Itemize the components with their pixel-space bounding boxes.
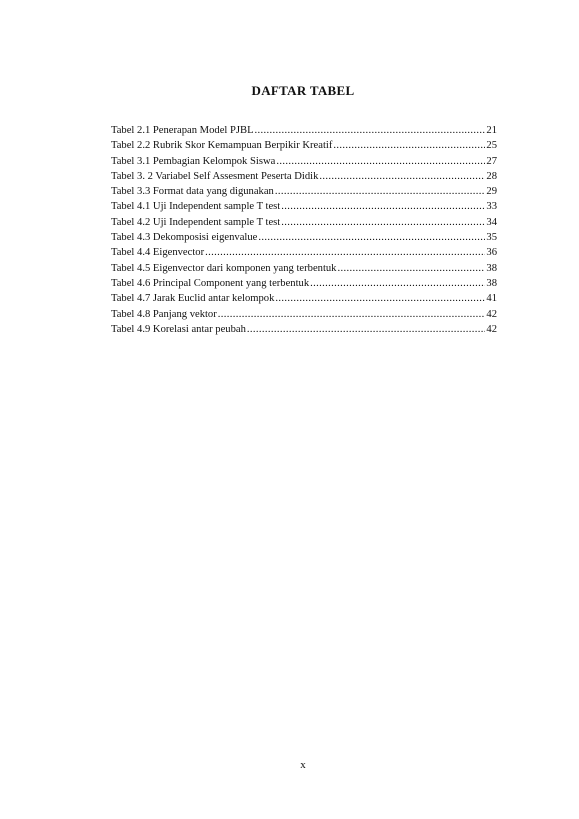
toc-entry-label: Tabel 2.2 Rubrik Skor Kemampuan Berpikir Kreatif (111, 140, 333, 152)
dot-leader (255, 123, 486, 138)
toc-entry[interactable] (111, 261, 497, 276)
toc-entry-page: 25 (486, 140, 497, 152)
table-of-contents-list (111, 123, 497, 337)
toc-entry-label: Tabel 4.6 Principal Component yang terbentuk (111, 277, 310, 289)
toc-entry[interactable] (111, 276, 497, 291)
toc-entry[interactable] (111, 184, 497, 199)
toc-entry-label: Tabel 3.3 Format data yang digunakan (111, 186, 274, 198)
toc-entry-page: 34 (486, 216, 497, 228)
toc-entry[interactable] (111, 245, 497, 260)
toc-entry-label: Tabel 3. 2 Variabel Self Assesment Peserta Didik (111, 170, 319, 182)
page-number: x (300, 759, 306, 771)
toc-entry-label: Tabel 4.1 Uji Independent sample T test (111, 201, 281, 213)
toc-entry-page: 35 (486, 232, 497, 244)
toc-entry[interactable] (111, 215, 497, 230)
toc-entry[interactable] (111, 154, 497, 169)
toc-entry-page: 27 (486, 155, 497, 167)
dot-leader (275, 184, 486, 199)
page-title: DAFTAR TABEL (251, 83, 355, 98)
toc-entry-page: 28 (486, 170, 497, 182)
toc-entry[interactable] (111, 291, 497, 306)
dot-leader (337, 261, 485, 276)
dot-leader (205, 245, 485, 260)
dot-leader (319, 169, 485, 184)
dot-leader (281, 199, 485, 214)
toc-entry-page: 38 (486, 277, 497, 289)
toc-entry[interactable] (111, 199, 497, 214)
toc-entry-page: 36 (486, 247, 497, 259)
toc-entry-label: Tabel 4.4 Eigenvector (111, 247, 205, 259)
dot-leader (276, 154, 485, 169)
dot-leader (275, 291, 485, 306)
dot-leader (258, 230, 485, 245)
toc-entry-page: 42 (486, 308, 497, 320)
dot-leader (218, 307, 486, 322)
toc-entry[interactable] (111, 307, 497, 322)
toc-entry-page: 21 (486, 125, 497, 136)
dot-leader (247, 322, 486, 337)
toc-entry-page: 38 (486, 262, 497, 274)
toc-entry-label: Tabel 3.1 Pembagian Kelompok Siswa (111, 155, 276, 167)
toc-entry[interactable] (111, 322, 497, 337)
dot-leader (281, 215, 485, 230)
dot-leader (333, 138, 485, 153)
toc-entry[interactable] (111, 123, 497, 138)
toc-entry-label: Tabel 4.9 Korelasi antar peubah (111, 323, 246, 335)
toc-entry-label: Tabel 2.1 Penerapan Model PJBL (111, 125, 254, 136)
toc-entry[interactable] (111, 138, 497, 153)
dot-leader (310, 276, 485, 291)
toc-entry[interactable] (111, 230, 497, 245)
toc-entry-label: Tabel 4.5 Eigenvector dari komponen yang terbentuk (111, 262, 337, 274)
toc-entry-label: Tabel 4.2 Uji Independent sample T test (111, 216, 281, 228)
toc-entry-label: Tabel 4.7 Jarak Euclid antar kelompok (111, 293, 275, 305)
toc-entry-label: Tabel 4.8 Panjang vektor (111, 308, 217, 320)
toc-entry-page: 42 (486, 323, 497, 335)
toc-entry-page: 41 (486, 293, 497, 305)
toc-entry[interactable] (111, 169, 497, 184)
toc-entry-page: 29 (486, 186, 497, 198)
toc-entry-page: 33 (486, 201, 497, 213)
toc-entry-label: Tabel 4.3 Dekomposisi eigenvalue (111, 232, 258, 244)
